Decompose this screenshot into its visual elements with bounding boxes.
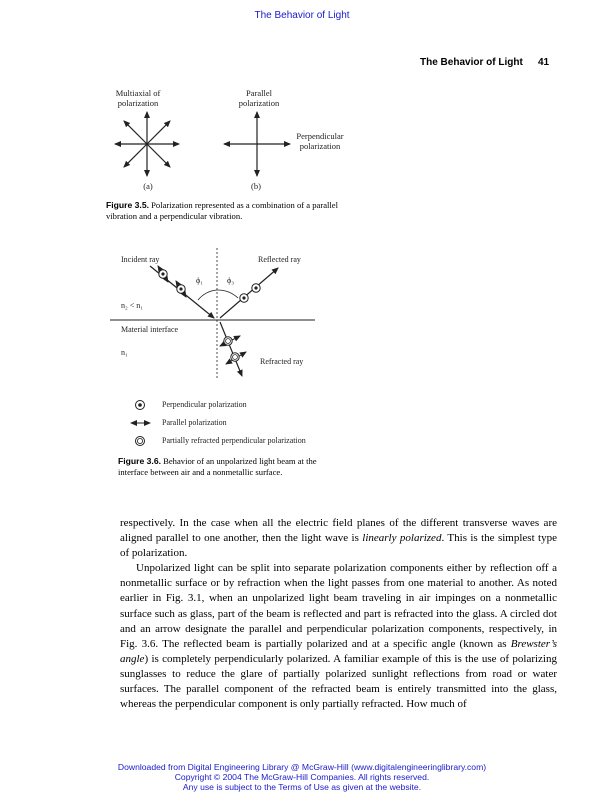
legend-label-partial: Partially refracted perpendicular polarization	[162, 436, 306, 445]
fig36-refracted-ray	[220, 322, 242, 376]
body-paragraph-1	[120, 516, 557, 561]
fig35-sublabel-b: (b)	[251, 181, 261, 191]
fig36-incident-symbol-2	[176, 281, 186, 297]
legend-label-perpendicular: Perpendicular polarization	[162, 400, 247, 409]
fig36-label-reflected: Reflected ray	[258, 255, 301, 264]
body-p1-part-a: respectively. In the case when all the electric field planes of the different transverse waves are aligned parallel to one another, then the light wave is	[120, 517, 557, 545]
top-title-link[interactable]: The Behavior of Light	[254, 10, 350, 21]
fig36-label-n1: n₁	[121, 348, 128, 357]
fig35-multiaxial-arrows	[115, 112, 179, 176]
fig36-caption-text: Behavior of an unpolarized light beam at the interface between air and a nonmetallic surface.	[118, 456, 317, 477]
running-title: The Behavior of Light	[420, 57, 523, 68]
fig35-caption-text: Polarization represented as a combination of a parallel vibration and a perpendicular vibration.	[106, 200, 338, 221]
fig35-caption	[106, 200, 338, 221]
fig36-caption-number: Figure 3.6.	[118, 456, 161, 466]
fig35-label-b-line1: Parallel	[246, 88, 272, 98]
fig35-label-b-line2: polarization	[238, 98, 280, 108]
fig35-label-perp-line1: Perpendicular	[296, 131, 344, 141]
fig36-incident-symbol-1	[158, 266, 168, 282]
fig36-label-phi1: ϕ₁	[196, 276, 203, 285]
fig35-diagram	[100, 104, 340, 186]
legend-label-parallel: Parallel polarization	[162, 418, 227, 427]
fig36-angle-arc-3	[217, 290, 238, 298]
fig36-reflected-symbol-1	[240, 294, 248, 302]
fig36-label-incident: Incident ray	[121, 255, 160, 264]
legend-symbol-perpendicular	[136, 401, 145, 410]
fig36-label-material-interface: Material interface	[121, 325, 179, 334]
page-number: 41	[538, 57, 550, 68]
body-p2-emphasis: Brewster’s angle	[120, 637, 557, 665]
fig35-sublabel-a: (a)	[143, 181, 153, 191]
legend-symbol-partial	[136, 437, 145, 446]
body-p2-part-a: Unpolarized light can be split into separate polarization components either by reflection off a nonmetallic surface or by refraction when the light passes from one material to another. As noted earlier in Fig. 3.1, when an unpolarized light beam traveling in air impinges on a nonmetallic surface such as glass, part of the beam is reflected and part is refracted into the glass. A circled dot and an arrow designate the parallel and perpendicular polarization components, respectively, in Fig. 3.6. The reflected beam is partially polarized and at a specific angle (known as	[120, 562, 557, 650]
fig36-angle-arc-1	[198, 290, 217, 300]
fig35-label-a-line1: Multiaxial of	[115, 88, 161, 98]
footer-download-link[interactable]: Downloaded from Digital Engineering Library @ McGraw-Hill (www.digitalengineeringlibrary.com)	[117, 762, 487, 772]
fig36-label-phi3: ϕ₃	[227, 276, 234, 285]
footer-copyright[interactable]: Copyright © 2004 The McGraw-Hill Companies. All rights reserved.	[174, 772, 430, 782]
body-paragraph-2	[120, 561, 557, 712]
body-text	[120, 516, 557, 712]
fig36-label-n2-lt-n1: n₂ < n₁	[121, 301, 144, 310]
fig36-caption	[118, 456, 340, 477]
footer-terms[interactable]: Any use is subject to the Terms of Use as given at the website.	[182, 782, 422, 792]
fig36-refracted-symbol-1	[220, 336, 240, 346]
body-p2-part-b: ) is completely perpendicularly polarized. A familiar example of this is the use of polarizing sunglasses to reduce the glare of partially polarized sunlight reflections from road or water surfaces. The parallel component of the refracted beam is entirely transmitted into the glass, whereas the perpendicular component is only partially refracted. How much of	[120, 652, 557, 711]
fig35-label-perp-line2: polarization	[299, 141, 341, 151]
fig35-label-a-line2: polarization	[117, 98, 159, 108]
body-p1-part-b: . This is the simplest type of polarization.	[120, 532, 557, 560]
fig35-parallel-perp-arrows	[224, 112, 290, 176]
fig36-label-refracted: Refracted ray	[260, 357, 304, 366]
fig36-reflected-symbol-2	[252, 284, 260, 292]
fig35-caption-number: Figure 3.5.	[106, 200, 149, 210]
body-p1-emphasis: linearly polarized	[362, 532, 442, 545]
